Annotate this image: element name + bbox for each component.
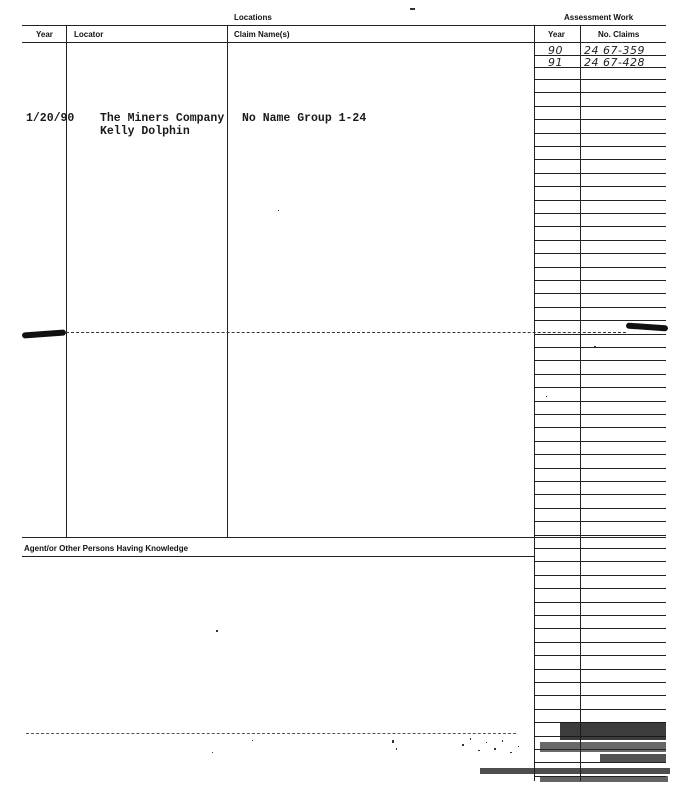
scan-noise-block-3 — [600, 754, 666, 762]
scan-noise-block-4 — [480, 768, 670, 774]
aw-row-1-claims: 24 67-359 — [584, 44, 645, 57]
scan-noise-block-2 — [540, 742, 666, 752]
aw-row-1-year: 90 — [548, 44, 563, 57]
aw-row-2-year: 91 — [548, 56, 563, 69]
col-header-aw-year: Year — [548, 30, 565, 39]
locations-heading: Locations — [234, 13, 272, 22]
entry-locator-line-1: The Miners Company — [100, 112, 225, 125]
assessment-work-heading: Assessment Work — [564, 13, 634, 22]
scan-noise-block-1 — [560, 722, 666, 740]
entry-date: 1/20/90 — [26, 112, 75, 125]
col-header-aw-claims: No. Claims — [598, 30, 640, 39]
scan-speckles — [212, 8, 596, 753]
entry-locator-line-2: Kelly Dolphin — [100, 125, 190, 138]
agent-section-label: Agent/or Other Persons Having Knowledge — [24, 544, 189, 553]
aw-row-2-claims: 24 67-428 — [584, 56, 645, 69]
col-header-year: Year — [36, 30, 53, 39]
scan-noise-block-5 — [540, 776, 668, 782]
col-header-claim-names: Claim Name(s) — [234, 30, 290, 39]
col-header-locator: Locator — [74, 30, 104, 39]
entry-claim-name: No Name Group 1-24 — [242, 112, 367, 125]
